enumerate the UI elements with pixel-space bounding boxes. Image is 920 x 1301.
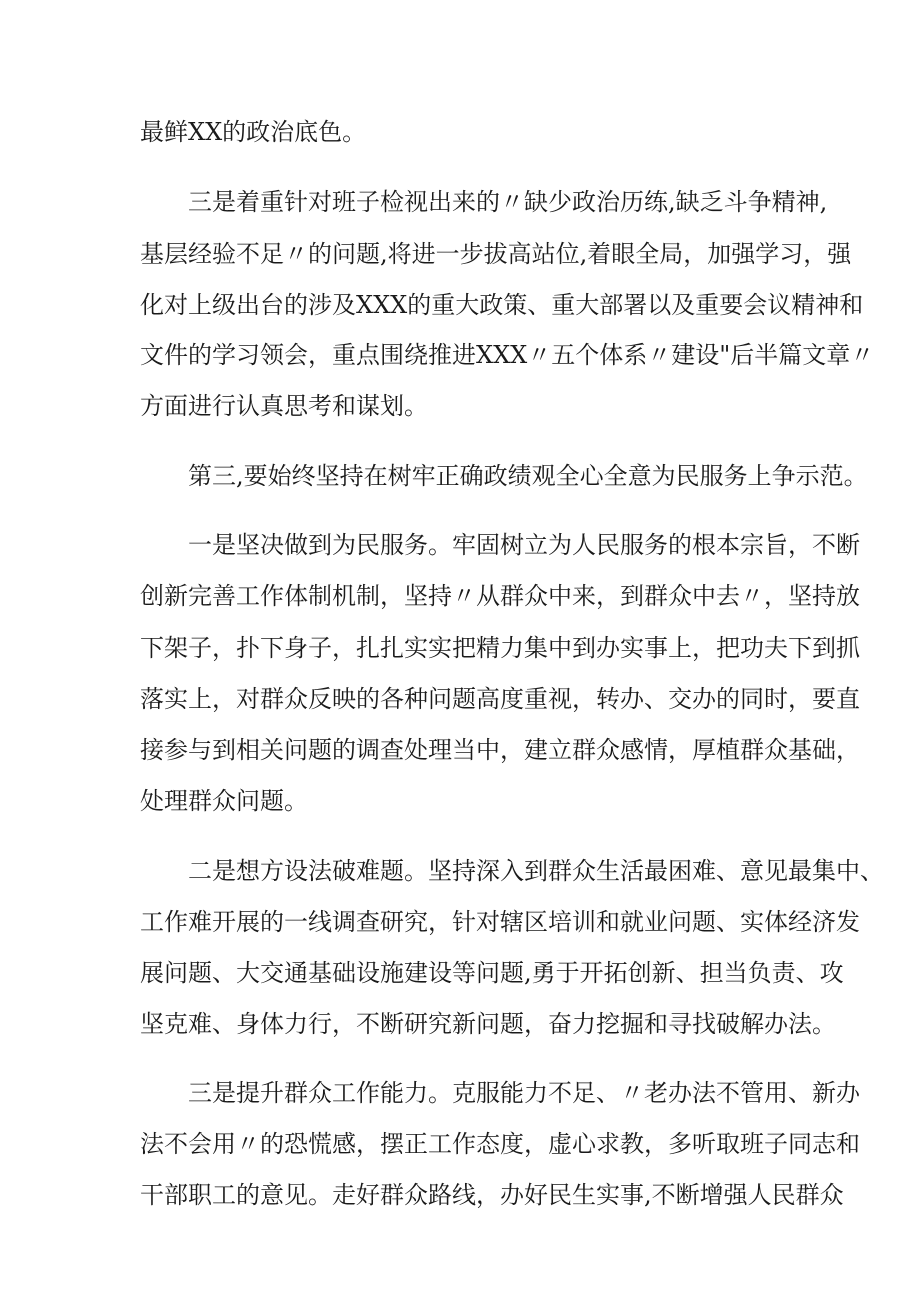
text-line: 化对上级出台的涉及XXX的重大政策、重大部署以及重要会议精神和 [140,291,864,319]
text-line: 落实上，对群众反映的各种问题高度重视，转办、交办的同时，要直 [140,685,860,713]
text-line: 文件的学习领会，重点围绕推进XXX〃五个体系〃建设"后半篇文章〃 [140,341,875,369]
text-line: 基层经验不足〃的问题,将进一步拔高站位,着眼全局，加强学习，强 [140,240,852,268]
text-line: 工作难开展的一线调查研究，针对辖区培训和就业问题、实体经济发 [140,908,860,936]
text-line: 处理群众问题。 [140,787,308,815]
text-line: 法不会用〃的恐慌感，摆正工作态度，虚心求教，多听取班子同志和 [140,1130,860,1158]
text-line: 坚克难、身体力行，不断研究新问题，奋力挖掘和寻找破解办法。 [140,1010,836,1038]
text-line: 一是坚决做到为民服务。牢固树立为人民服务的根本宗旨，不断 [188,531,860,559]
section-heading: 第三,要始终坚持在树牢正确政绩观全心全意为民服务上争示范。 [188,462,868,490]
text-line: 方面进行认真思考和谋划。 [140,392,428,420]
text-line: 下架子，扑下身子，扎扎实实把精力集中到办实事上，把功夫下到抓 [140,634,860,662]
text-line: 接参与到相关问题的调查处理当中，建立群众感情，厚植群众基础， [140,736,860,764]
text-line: 展问题、大交通基础设施建设等问题,勇于开拓创新、担当负责、攻 [140,959,844,987]
text-line: 干部职工的意见。走好群众路线，办好民生实事,不断增强人民群众 [140,1181,844,1209]
text-line: 最鲜XX的政治底色。 [140,118,367,146]
text-line: 二是想方设法破难题。坚持深入到群众生活最困难、意见最集中、 [188,857,884,885]
text-line: 三是着重针对班子检视出来的〃缺少政治历练,缺乏斗争精神, [188,188,828,216]
text-line: 三是提升群众工作能力。克服能力不足、〃老办法不管用、新办 [188,1079,860,1107]
text-line: 创新完善工作体制机制，坚持〃从群众中来，到群众中去〃，坚持放 [140,582,860,610]
